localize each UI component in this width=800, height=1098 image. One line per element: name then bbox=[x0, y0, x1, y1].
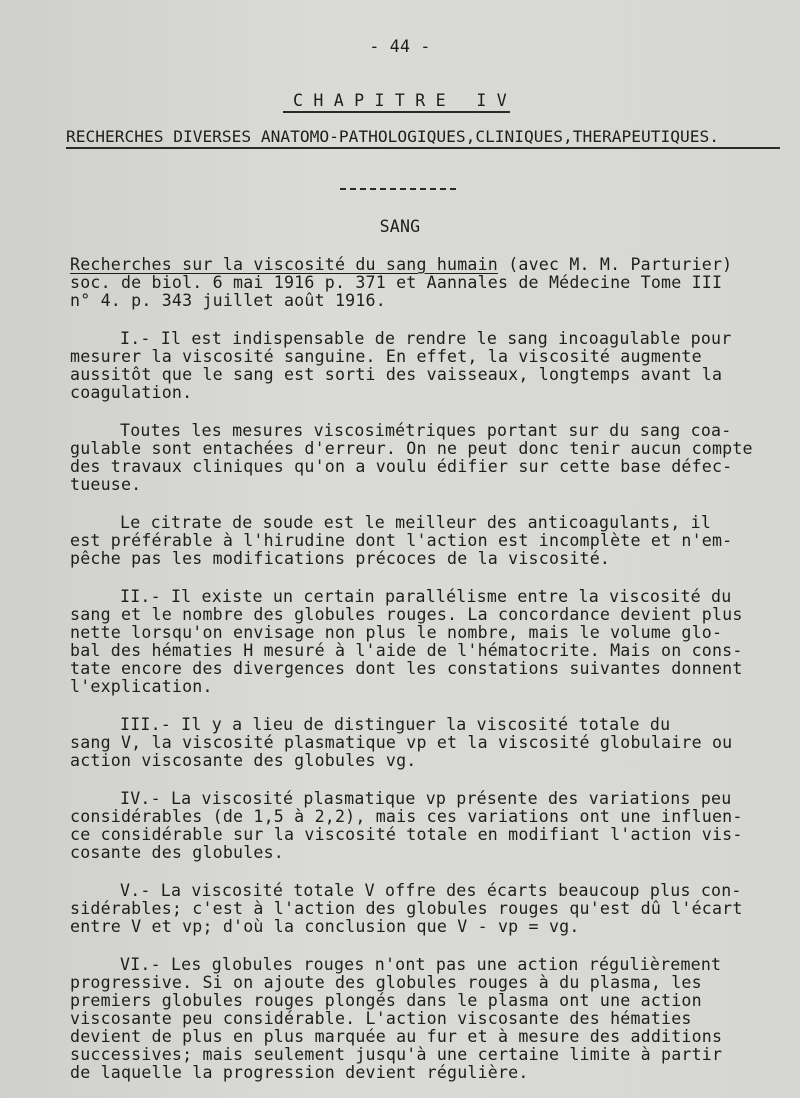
chapter-underline bbox=[283, 111, 510, 113]
paragraph-line: Toutes les mesures viscosimétriques portant sur du sang coa- bbox=[120, 421, 732, 440]
paragraph-line: sang et le nombre des globules rouges. La concordance devient plus bbox=[70, 605, 743, 624]
paragraph-line: coagulation. bbox=[70, 383, 193, 402]
paragraph-line: premiers globules rouges plongés dans le plasma ont une action bbox=[70, 991, 702, 1010]
paragraph-line: III.- Il y a lieu de distinguer la viscosité totale du bbox=[120, 715, 671, 734]
paragraph-line: considérables (de 1,5 à 2,2), mais ces variations ont une influen- bbox=[70, 807, 743, 826]
section-title: SANG bbox=[379, 217, 421, 236]
reference-line-3: n° 4. p. 343 juillet août 1916. bbox=[70, 291, 386, 310]
paragraph-line: nette lorsqu'on envisage non plus le nombre, mais le volume glo- bbox=[70, 623, 723, 642]
paragraph-line: action viscosante des globules vg. bbox=[70, 751, 417, 770]
paragraph-line: I.- Il est indispensable de rendre le sang incoagulable pour bbox=[120, 329, 732, 348]
chapter-heading: C H A P I T R E I V bbox=[293, 91, 507, 110]
paragraph-line: gulable sont entachées d'erreur. On ne peut donc tenir aucun compte bbox=[70, 439, 753, 458]
paragraph-line: viscosante peu considérable. L'action viscosante des hématies bbox=[70, 1009, 692, 1028]
paragraph-line: mesurer la viscosité sanguine. En effet, la viscosité augmente bbox=[70, 347, 702, 366]
reference-line-2: soc. de biol. 6 mai 1916 p. 371 et Aannales de Médecine Tome III bbox=[70, 273, 723, 292]
paragraph-line: VI.- Les globules rouges n'ont pas une action régulièrement bbox=[120, 955, 722, 974]
separator-dashes bbox=[340, 188, 456, 190]
paragraph-line: successives; mais seulement jusqu'à une certaine limite à partir bbox=[70, 1045, 723, 1064]
reference-authors: (avec M. M. Parturier) bbox=[498, 255, 733, 274]
paragraph-line: tate encore des divergences dont les constations suivantes donnent bbox=[70, 659, 743, 678]
paragraph-line: bal des hématies H mesuré à l'aide de l'hématocrite. Mais on cons- bbox=[70, 641, 743, 660]
paragraph-line: devient de plus en plus marquée au fur et à mesure des additions bbox=[70, 1027, 723, 1046]
paragraph-line: cosante des globules. bbox=[70, 843, 284, 862]
paragraph-line: de laquelle la progression devient régulière. bbox=[70, 1063, 529, 1082]
paragraph-line: progressive. Si on ajoute des globules rouges à du plasma, les bbox=[70, 973, 702, 992]
chapter-subtitle: RECHERCHES DIVERSES ANATOMO-PATHOLOGIQUES,CLINIQUES,THERAPEUTIQUES. bbox=[66, 127, 719, 146]
paragraph-line: est préférable à l'hirudine dont l'action est incomplète et n'em- bbox=[70, 531, 733, 550]
paragraph-line: IV.- La viscosité plasmatique vp présente des variations peu bbox=[120, 789, 732, 808]
paragraph-line: Le citrate de soude est le meilleur des anticoagulants, il bbox=[120, 513, 712, 532]
reference-title: Recherches sur la viscosité du sang humain bbox=[70, 255, 498, 274]
paragraph-line: l'explication. bbox=[70, 677, 213, 696]
paragraph-line: sang V, la viscosité plasmatique vp et la viscosité globulaire ou bbox=[70, 733, 733, 752]
paragraph-line: pêche pas les modifications précoces de la viscosité. bbox=[70, 549, 611, 568]
paragraph-line: II.- Il existe un certain parallélisme entre la viscosité du bbox=[120, 587, 732, 606]
chapter-subtitle-underline bbox=[66, 147, 780, 149]
paragraph-line: des travaux cliniques qu'on a voulu édifier sur cette base défec- bbox=[70, 457, 733, 476]
paragraph-line: sidérables; c'est à l'action des globules rouges qu'est dû l'écart bbox=[70, 899, 743, 918]
paragraph-line: entre V et vp; d'où la conclusion que V - vp = vg. bbox=[70, 917, 580, 936]
reference-line-1 bbox=[70, 256, 732, 274]
paragraph-line: aussitôt que le sang est sorti des vaisseaux, longtemps avant la bbox=[70, 365, 723, 384]
paragraph-line: tueuse. bbox=[70, 475, 142, 494]
page-number: - 44 - bbox=[369, 37, 431, 56]
paragraph-line: V.- La viscosité totale V offre des écarts beaucoup plus con- bbox=[120, 881, 742, 900]
paragraph-line: ce considérable sur la viscosité totale en modifiant l'action vis- bbox=[70, 825, 743, 844]
